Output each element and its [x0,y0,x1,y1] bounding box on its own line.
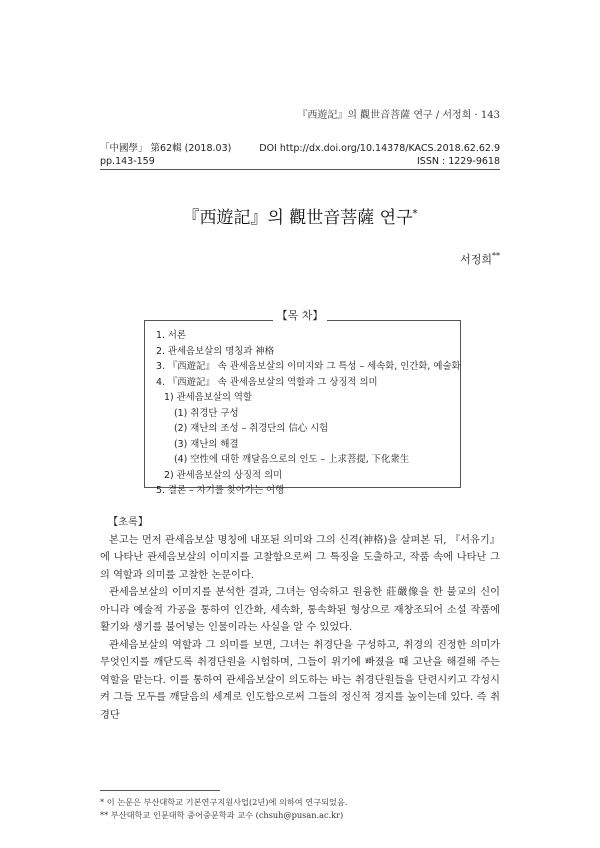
toc-item: 1) 관세음보살의 역할 [164,392,253,403]
toc-item: 4. 『西遊記』 속 관세음보살의 역할과 그 상징적 의미 [156,376,378,388]
toc-item: 5. 결론 – 자기를 찾아가는 여행 [156,485,285,496]
toc-item: (2) 재난의 조성 – 취경단의 信心 시험 [174,423,329,434]
issn: ISSN : 1229-9618 [417,156,500,167]
toc-list [156,328,461,499]
toc-item: 3. 『西遊記』 속 관세음보살의 이미지와 그 특성 – 세속화, 인간화, 예술화 [156,361,461,372]
page-range: pp.143-159 [100,156,155,167]
abstract-label: 【초록】 [108,517,149,528]
paper-title-text: 『西遊記』의 觀世音菩薩 연구 [182,208,413,228]
paper-title [0,203,600,228]
publication-meta [100,142,500,168]
author-footnote-mark: ** [492,251,500,261]
footnotes [100,796,347,821]
abstract [100,514,500,724]
footnote-divider [100,790,220,791]
toc-heading-text: 【목 차】 [273,309,328,322]
footnote: ** 부산대학교 인문대학 중어중문학과 교수 (chsuh@pusan.ac.kr) [100,809,344,820]
abstract-paragraph: 본고는 먼저 관세음보살 명칭에 내포된 의미와 그의 신격(神格)을 살펴본 뒤, 『서유기』에 나타난 관세음보살의 이미지를 고찰함으로써 그 특징을 도출하고, 작품 속에 나타난 그의 역할과 의미를 고찰한 논문이다. [100,534,500,581]
meta-divider [100,169,500,170]
toc-item: 2) 관세음보살의 상징적 의미 [164,469,283,481]
toc-item: (3) 재난의 해결 [174,438,239,450]
running-head: 『西遊記』의 觀世音菩薩 연구 / 서정희 · 143 [297,110,500,121]
doi-link[interactable]: DOI http://dx.doi.org/10.14378/KACS.2018.62.62.9 [259,143,500,154]
journal-info: 「中國學」 第62輯 (2018.03) [100,143,232,154]
author-name: 서정희 [460,253,492,266]
title-footnote-mark: * [412,208,418,220]
toc-item: 1. 서론 [156,330,187,341]
author [460,251,500,267]
footnote: * 이 논문은 부산대학교 기본연구지원사업(2년)에 의하여 연구되었음. [100,797,348,807]
abstract-paragraph: 관세음보살의 역할과 그 의미를 보면, 그녀는 취경단을 구성하고, 취경의 진정한 의미가 무엇인지를 깨닫도록 취경단원을 시험하며, 그들이 위기에 빠졌을 때 고난을 해결해 주는 역할을 맡는다. 이를 통하여 관세음보살이 의도하는 바는 취경단원들을 단련시키고 각성시켜 그들 모두를 깨달음의 세계로 인도함으로써 그들의 정신적 경지를 높이는데 있다. 즉 취경단 [100,639,500,721]
toc-item: (4) 空性에 대한 깨달음으로의 인도 – 上求菩提, 下化衆生 [174,454,410,465]
toc-item: (1) 취경단 구성 [174,407,239,419]
abstract-paragraph: 관세음보살의 이미지를 분석한 결과, 그녀는 엄숙하고 원융한 莊嚴像을 한 불교의 신이 아니라 예술적 가공을 통하여 인간화, 세속화, 통속화된 형상으로 재창조되어 소설 작품에 활기와 생기를 불어넣는 인물이라는 사실을 알 수 있었다. [100,587,500,633]
toc-item: 2. 관세음보살의 명칭과 神格 [156,345,275,357]
toc-heading [0,307,600,323]
